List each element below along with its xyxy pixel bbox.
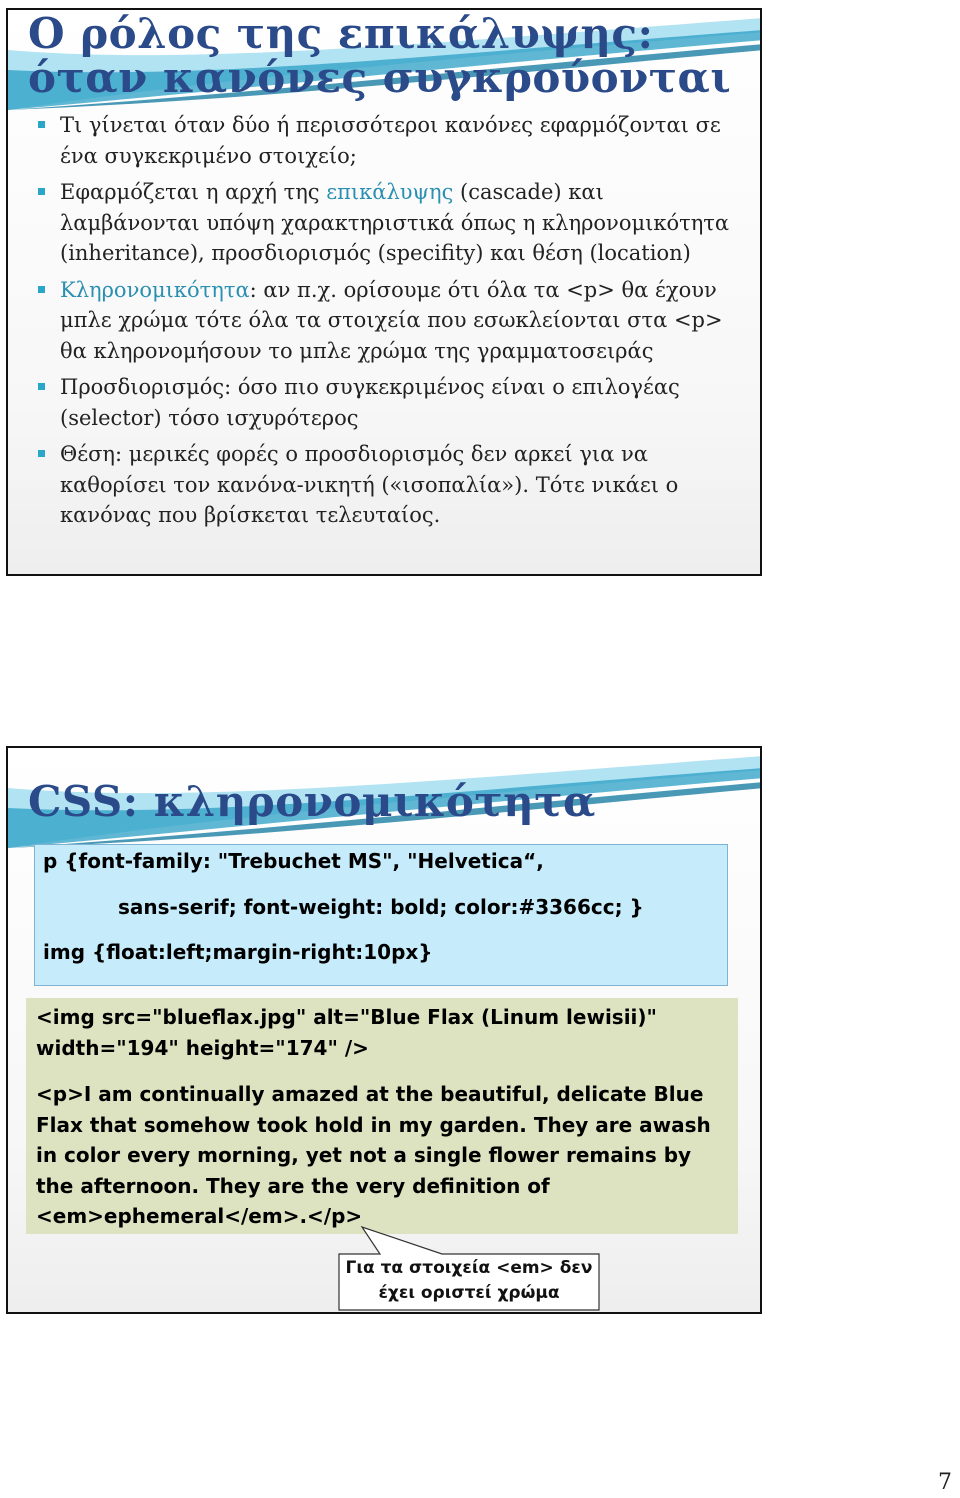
html-code-box: [26, 998, 738, 1234]
code-line: p {font-family: "Trebuchet MS", "Helvetica“,: [43, 849, 544, 873]
code-line: sans-serif; font-weight: bold; color:#3366cc; }: [118, 895, 644, 919]
page-number: 7: [938, 1470, 952, 1495]
slide-cascade: [6, 8, 762, 576]
bullet-text-post: (cascade) και λαμβάνονται υπόψη χαρακτηριστικά όπως η κληρονομικότητα (inheritance), προσδιορισμός (specifity) και θέση (location): [60, 180, 730, 265]
bullet-keyword: επικάλυψης: [326, 180, 454, 204]
slide-title: CSS: κληρονομικότητα: [28, 777, 596, 826]
list-item: [36, 372, 748, 433]
square-bullet-icon: [38, 286, 45, 293]
code-line: <p>I am continually amazed at the beautiful, delicate Blue Flax that somehow took hold in my garden. They are awash in color every morning, yet not a single flower remains by the afternoon. They are the very definition of <em>ephemeral</em>.</p>: [36, 1082, 711, 1228]
slide-css-inheritance: [6, 746, 762, 1314]
bullet-text: Προσδιορισμός: όσο πιο συγκεκριμένος είναι ο επιλογέας (selector) τόσο ισχυρότερος: [60, 375, 680, 430]
list-item: [36, 439, 748, 531]
bullet-text-post: : αν π.χ. ορίσουμε ότι όλα τα <p> θα έχουν μπλε χρώμα τότε όλα τα στοιχεία που εσωκλείονται στα <p> θα κληρονομήσουν το μπλε χρώμα της γραμματοσειράς: [60, 277, 723, 363]
bullet-text: Τι γίνεται όταν δύο ή περισσότεροι κανόνες εφαρμόζονται σε ένα συγκεκριμένο στοιχείο;: [60, 113, 721, 168]
square-bullet-icon: [38, 121, 45, 128]
bullet-list: [36, 110, 748, 537]
bullet-text: Θέση: μερικές φορές ο προσδιορισμός δεν αρκεί για να καθορίσει τον κανόνα-νικητή («ισοπαλία»). Τότε νικάει ο κανόνας που βρίσκεται τελευταίος.: [60, 442, 679, 527]
list-item: [36, 110, 748, 171]
list-item: [36, 275, 748, 367]
bullet-text-pre: Εφαρμόζεται η αρχή της: [60, 180, 327, 204]
list-item: [36, 177, 748, 269]
callout: [338, 1226, 600, 1312]
code-line: <img src="blueflax.jpg" alt="Blue Flax (Linum lewisii)" width="194" height="174" />: [36, 1005, 657, 1060]
css-code-box: [34, 844, 728, 986]
bullet-keyword: Κληρονομικότητα: [60, 277, 250, 302]
square-bullet-icon: [38, 383, 45, 390]
square-bullet-icon: [38, 450, 45, 457]
callout-text: [338, 1256, 600, 1306]
slide-title: Ο ρόλος της επικάλυψης: όταν κανόνες συγκρούονται: [28, 9, 732, 102]
callout-line: έχει οριστεί χρώμα: [378, 1283, 560, 1303]
callout-line: Για τα στοιχεία <em> δεν: [345, 1258, 593, 1278]
square-bullet-icon: [38, 188, 45, 195]
code-line: img {float:left;margin-right:10px}: [43, 940, 433, 964]
